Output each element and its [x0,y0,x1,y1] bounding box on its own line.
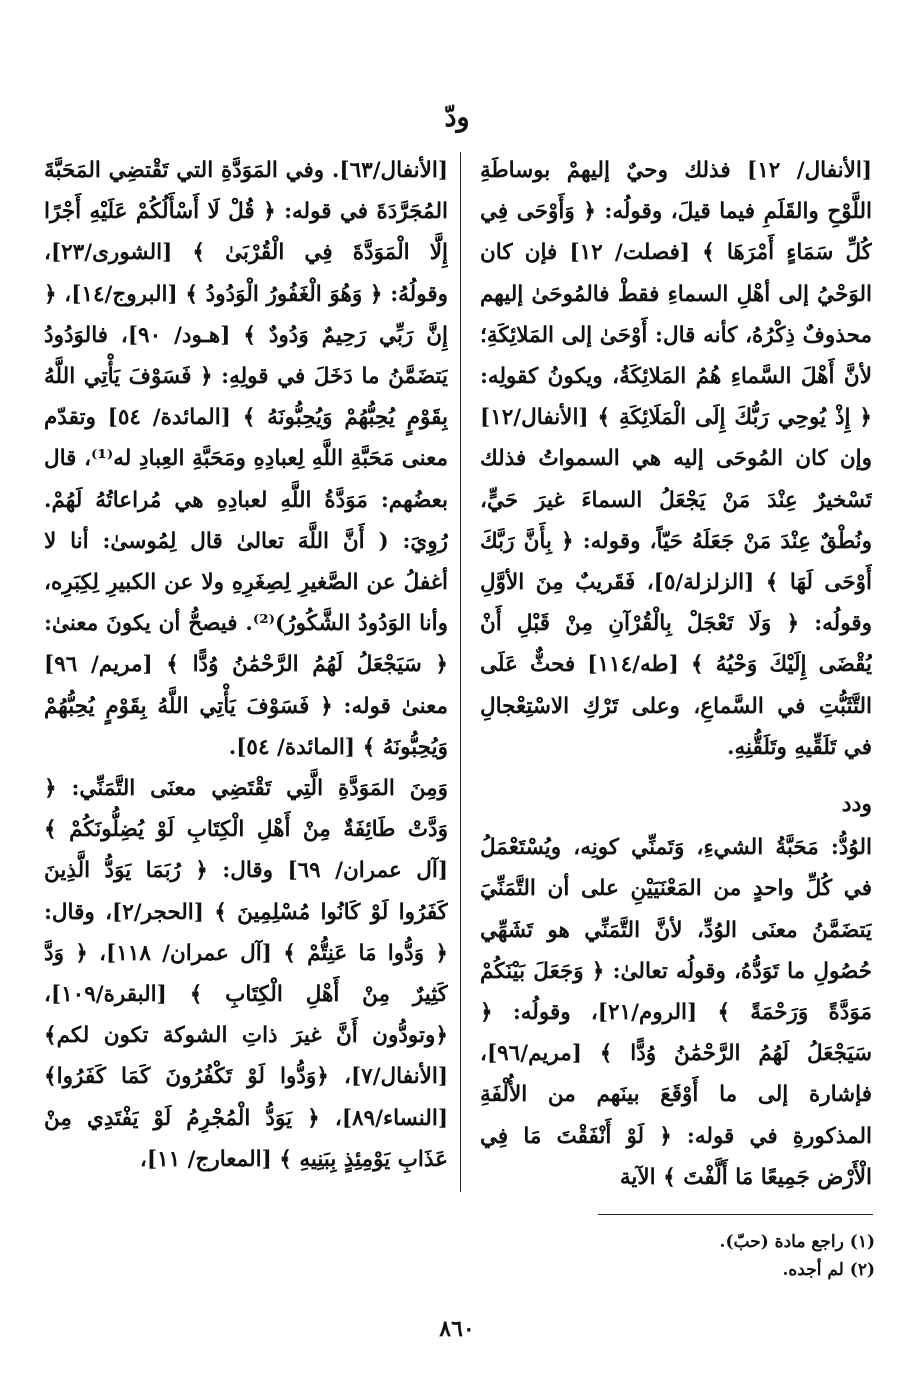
footnote-2: (٢) لم أجده. [782,1260,875,1280]
footnote-divider [598,1214,873,1215]
right-column [480,150,872,1190]
right-column-paragraph-1: [الأنفال/ ١٢] فذلك وحيٌ إليهمْ بوساطَةِ اللَّوْحِ والقَلَمِ فيما قيلَ، وقولُه: ﴿ وَأَوْحَى فِي كُلِّ سَمَاءٍ أَمْرَهَا ﴾ [فصلت/ ١٢] فإن كان الوَحْيُ إلى أهْلِ السماءِ فقطْ فالمُوحَىٰ إليهم محذوفٌ ذِكْرُهُ، كأنه قال: أَوْحَىٰ إلى المَلائِكَةِ؛ لأنَّ أَهْلَ السَّماءِ هُمُ المَلائِكَةُ، ويكونُ كقولِه: ﴿ إِذْ يُوحِي رَبُّكَ إِلَى الْمَلَائِكَةِ ﴾ [الأنفال/١٢] وإن كان المُوحَى إليه هي السمواتُ فذلك تَسْخيرٌ عِنْدَ مَنْ يَجْعَلُ السماءَ غيرَ حَيٍّ، ونُطْقٌ عِنْدَ مَنْ جَعَلَهُ حَيّاً، وقوله: ﴿ بِأَنَّ رَبَّكَ أَوْحَى لَهَا ﴾ [الزلزلة/٥]، فَقَريبٌ مِنَ الأوَّلِ وقولُه: ﴿ وَلَا تَعْجَلْ بِالْقُرْآنِ مِنْ قَبْلِ أَنْ يُقْضَى إِلَيْكَ وَحْيُهُ ﴾ [طه/١١٤] فحثٌّ عَلَى التَّثَبُّتِ في السَّماعِ، وعلى تَرْكِ الاسْتِعْجالِ في تَلَقِّيهِ وتَلَقُّنِهِ. [480,158,872,760]
left-column-paragraph-1: [الأنفال/٦٣]. وفي المَوَدَّةِ التي تَقْتضِي المَحَبَّةَ المُجَرَّدَةَ في قوله: ﴿ قُلْ لَا أَسْأَلُكُمْ عَلَيْهِ أَجْرًا إِلَّا الْمَوَدَّةَ فِي الْقُرْبَىٰ ﴾ [الشورى/٢٣]، وقولُهُ: ﴿ وَهُوَ الْغَفُورُ الْوَدُودُ ﴾ [البروج/١٤]، ﴿ إِنَّ رَبِّي رَحِيمٌ وَدُودٌ ﴾ [هـود/ ٩٠]، فالوَدُودُ يَتضَمَّنُ ما دَخَلَ في قولِهِ: ﴿ فَسَوْفَ يَأْتِي اللَّهُ بِقَوْمٍ يُحِبُّهُمْ وَيُحِبُّونَهُ ﴾ [المائدة/ ٥٤] وتقدّم معنى مَحَبَّةِ اللَّهِ لِعبادِهِ ومَحَبَّةِ العِبادِ له⁽¹⁾، قال بعضُهم: مَوَدَّةُ اللَّهِ لعبادِهِ هي مُراعاتُهُ لَهُمْ. رُوِيَ: ( أَنَّ اللَّهَ تعالىٰ قال لِمُوسىٰ: أنا لا أغفلُ عن الصَّغيرِ لِصِغَرِهِ ولا عن الكبيرِ لِكِبَرِه، وأنا الوَدُودُ الشَّكُورُ)⁽²⁾. فيصحُّ أن يكونَ معنىٰ: ﴿ سَيَجْعَلُ لَهُمُ الرَّحْمَٰنُ وُدًّا ﴾ [مريم/ ٩٦] معنىٰ قوله: ﴿ فَسَوْفَ يَأْتِي اللَّهُ بِقَوْمٍ يُحِبُّهُمْ وَيُحِبُّونَهُ ﴾ [المائدة/ ٥٤]. [44,158,448,760]
running-head: ودّ [444,102,470,133]
entry-heading: ودد [841,791,872,818]
page-number: ٨٦٠ [439,1316,475,1342]
column-divider [460,152,461,1192]
right-column-paragraph-2: الوُدُّ: مَحَبَّةُ الشيءِ، وَتَمنِّي كونِه، ويُسْتَعْمَلُ في كُلِّ واحدٍ من المَعْنَيَيْنِ على أن التَّمَنِّيَ يَتضَمَّنُ معنَى الوُدِّ، لأنَّ التَّمَنِّي هو تَشَهِّي حُصُولِ ما تَوَدُّهُ، وقولُه تعالىٰ: ﴿ وَجَعَلَ بَيْنَكُمْ مَوَدَّةً وَرَحْمَةً ﴾ [الروم/٢١]، وقولُه: ﴿ سَيَجْعَلُ لَهُمُ الرَّحْمَٰنُ وُدًّا ﴾ [مريم/٩٦]، فإشارة إلى ما أَوْقَعَ بينَهم من الأُلْفَةِ المذكورةِ في قوله: ﴿ لَوْ أَنْفَقْتَ مَا فِي الْأَرْضِ جَمِيعًا مَا أَلَّفْتَ ﴾ الآية [480,835,872,1190]
footnotes [560,1228,875,1284]
footnote-1: (١) راجع مادة (حبّ). [719,1232,875,1252]
left-column [44,150,448,1190]
left-column-paragraph-2: وَمِنَ المَوَدَّةِ الَّتِي تَقْتَضِي معنَى التَّمَنِّي: ﴿ وَدَّتْ طَائِفَةٌ مِنْ أَهْلِ الْكِتَابِ لَوْ يُضِلُّونَكُمْ ﴾ [آل عمران/ ٦٩] وقال: ﴿ رُبَمَا يَوَدُّ الَّذِينَ كَفَرُوا لَوْ كَانُوا مُسْلِمِينَ ﴾ [الحجر/٢]، وقال: ﴿ وَدُّوا مَا عَنِتُّمْ ﴾ [آل عمران/ ١١٨]، ﴿ وَدَّ كَثِيرٌ مِنْ أَهْلِ الْكِتَابِ ﴾ [البقرة/١٠٩]، ﴿وتودُّون أَنَّ غيرَ ذاتِ الشوكة تكون لكم﴾ [الأنفال/٧]، ﴿وَدُّوا لَوْ تَكْفُرُونَ كَمَا كَفَرُوا﴾ [النساء/٨٩]، ﴿ يَوَدُّ الْمُجْرِمُ لَوْ يَفْتَدِي مِنْ عَذَابِ يَوْمِئِذٍ بِبَنِيهِ ﴾ [المعارج/ ١١]، [44,776,448,1172]
